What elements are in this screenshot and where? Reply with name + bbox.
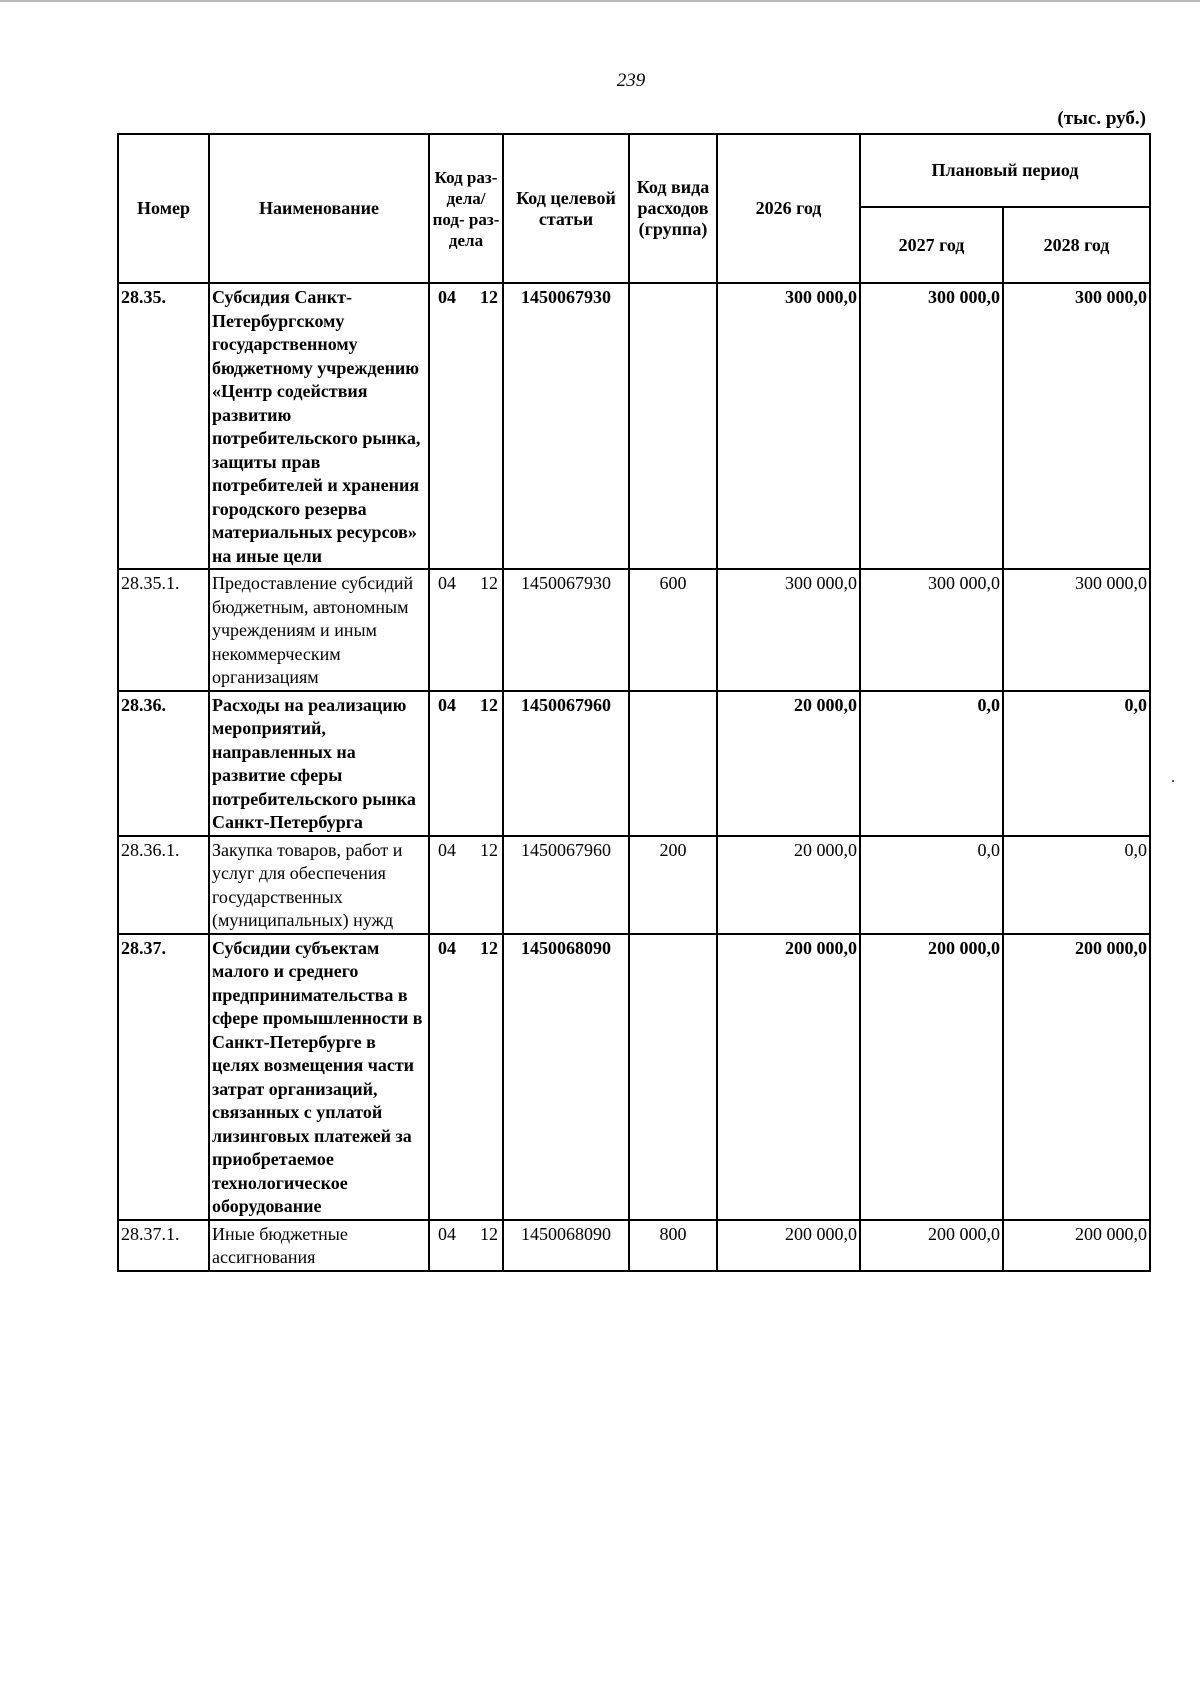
row-expense-type — [629, 934, 717, 1220]
row-expense-type — [629, 283, 717, 569]
row-amount-2026: 20 000,0 — [717, 836, 860, 934]
row-name: Закупка товаров, работ и услуг для обеспечения государственных (муниципальных) нужд — [209, 836, 429, 934]
subsection-code: 12 — [480, 573, 498, 593]
section-code-pair — [432, 1223, 500, 1247]
budget-table — [117, 133, 1151, 1272]
header-planned-period: Плановый период — [860, 134, 1150, 207]
row-amount-2028: 0,0 — [1003, 691, 1150, 836]
row-amount-2027: 300 000,0 — [860, 569, 1003, 691]
table-row — [118, 283, 1150, 569]
header-2026: 2026 год — [717, 134, 860, 283]
row-amount-2026: 300 000,0 — [717, 283, 860, 569]
row-number: 28.36.1. — [118, 836, 209, 934]
row-target-code: 1450067930 — [503, 283, 629, 569]
row-amount-2028: 200 000,0 — [1003, 934, 1150, 1220]
row-target-code: 1450067960 — [503, 691, 629, 836]
row-name: Предоставление субсидий бюджетным, автономным учреждениям и иным некоммерческим организациям — [209, 569, 429, 691]
row-amount-2027: 300 000,0 — [860, 283, 1003, 569]
row-number: 28.36. — [118, 691, 209, 836]
row-target-code: 1450067930 — [503, 569, 629, 691]
table-row — [118, 1220, 1150, 1271]
header-expense-type: Код вида расходов (группа) — [629, 134, 717, 283]
row-section-code — [429, 836, 503, 934]
section-code: 04 — [438, 287, 456, 307]
row-target-code: 1450068090 — [503, 1220, 629, 1271]
row-amount-2028: 300 000,0 — [1003, 569, 1150, 691]
subsection-code: 12 — [480, 1223, 498, 1244]
table-row — [118, 934, 1150, 1220]
page-number: 239 — [616, 70, 646, 91]
row-amount-2027: 0,0 — [860, 836, 1003, 934]
row-name: Иные бюджетные ассигнования — [209, 1220, 429, 1271]
row-amount-2027: 200 000,0 — [860, 1220, 1003, 1271]
row-amount-2027: 0,0 — [860, 691, 1003, 836]
row-amount-2026: 200 000,0 — [717, 1220, 860, 1271]
header-name: Наименование — [209, 134, 429, 283]
row-amount-2028: 300 000,0 — [1003, 283, 1150, 569]
section-code-pair — [432, 839, 500, 863]
subsection-code: 12 — [480, 839, 498, 860]
header-section-code: Код раз- дела/ под- раз- дела — [429, 134, 503, 283]
row-target-code: 1450068090 — [503, 934, 629, 1220]
row-amount-2026: 200 000,0 — [717, 934, 860, 1220]
row-section-code — [429, 569, 503, 691]
table-header — [118, 134, 1150, 283]
row-section-code — [429, 283, 503, 569]
section-code-pair — [432, 286, 500, 310]
table-row — [118, 569, 1150, 691]
row-amount-2028: 0,0 — [1003, 836, 1150, 934]
row-expense-type — [629, 691, 717, 836]
row-amount-2028: 200 000,0 — [1003, 1220, 1150, 1271]
subsection-code: 12 — [480, 937, 498, 958]
subsection-code: 12 — [480, 287, 498, 307]
row-section-code — [429, 1220, 503, 1271]
table-body — [118, 283, 1150, 1271]
section-code-pair — [432, 937, 500, 961]
row-amount-2027: 200 000,0 — [860, 934, 1003, 1220]
row-target-code: 1450067960 — [503, 836, 629, 934]
row-number: 28.37.1. — [118, 1220, 209, 1271]
row-name: Субсидии субъектам малого и среднего предпринимательства в сфере промышленности в Санкт-Петербурге в целях возмещения части затрат организаций, связанных с уплатой лизинговых платежей за приобретаемое технологическое оборудование — [209, 934, 429, 1220]
header-2028: 2028 год — [1003, 207, 1150, 283]
section-code: 04 — [438, 573, 456, 593]
header-2027: 2027 год — [860, 207, 1003, 283]
row-section-code — [429, 934, 503, 1220]
row-expense-type: 200 — [629, 836, 717, 934]
section-code: 04 — [438, 937, 456, 958]
row-number: 28.35.1. — [118, 569, 209, 691]
row-number: 28.35. — [118, 283, 209, 569]
section-code-pair — [432, 694, 500, 718]
subsection-code: 12 — [480, 694, 498, 715]
row-expense-type: 600 — [629, 569, 717, 691]
table-row — [118, 836, 1150, 934]
row-name: Расходы на реализацию мероприятий, направленных на развитие сферы потребительского рынка Санкт-Петербурга — [209, 691, 429, 836]
section-code: 04 — [438, 1223, 456, 1244]
scan-top-edge — [0, 0, 1200, 2]
units-label: (тыс. руб.) — [1057, 108, 1146, 129]
header-number: Номер — [118, 134, 209, 283]
scan-speck — [1172, 780, 1174, 782]
row-section-code — [429, 691, 503, 836]
table-row — [118, 691, 1150, 836]
section-code: 04 — [438, 839, 456, 860]
section-code-pair — [432, 572, 500, 596]
row-expense-type: 800 — [629, 1220, 717, 1271]
header-target-code: Код целевой статьи — [503, 134, 629, 283]
row-amount-2026: 20 000,0 — [717, 691, 860, 836]
section-code: 04 — [438, 694, 456, 715]
row-name: Субсидия Санкт-Петербургскому государственному бюджетному учреждению «Центр содействия развитию потребительского рынка, защиты прав потребителей и хранения городского резерва материальных ресурсов» на иные цели — [209, 283, 429, 569]
row-amount-2026: 300 000,0 — [717, 569, 860, 691]
row-number: 28.37. — [118, 934, 209, 1220]
